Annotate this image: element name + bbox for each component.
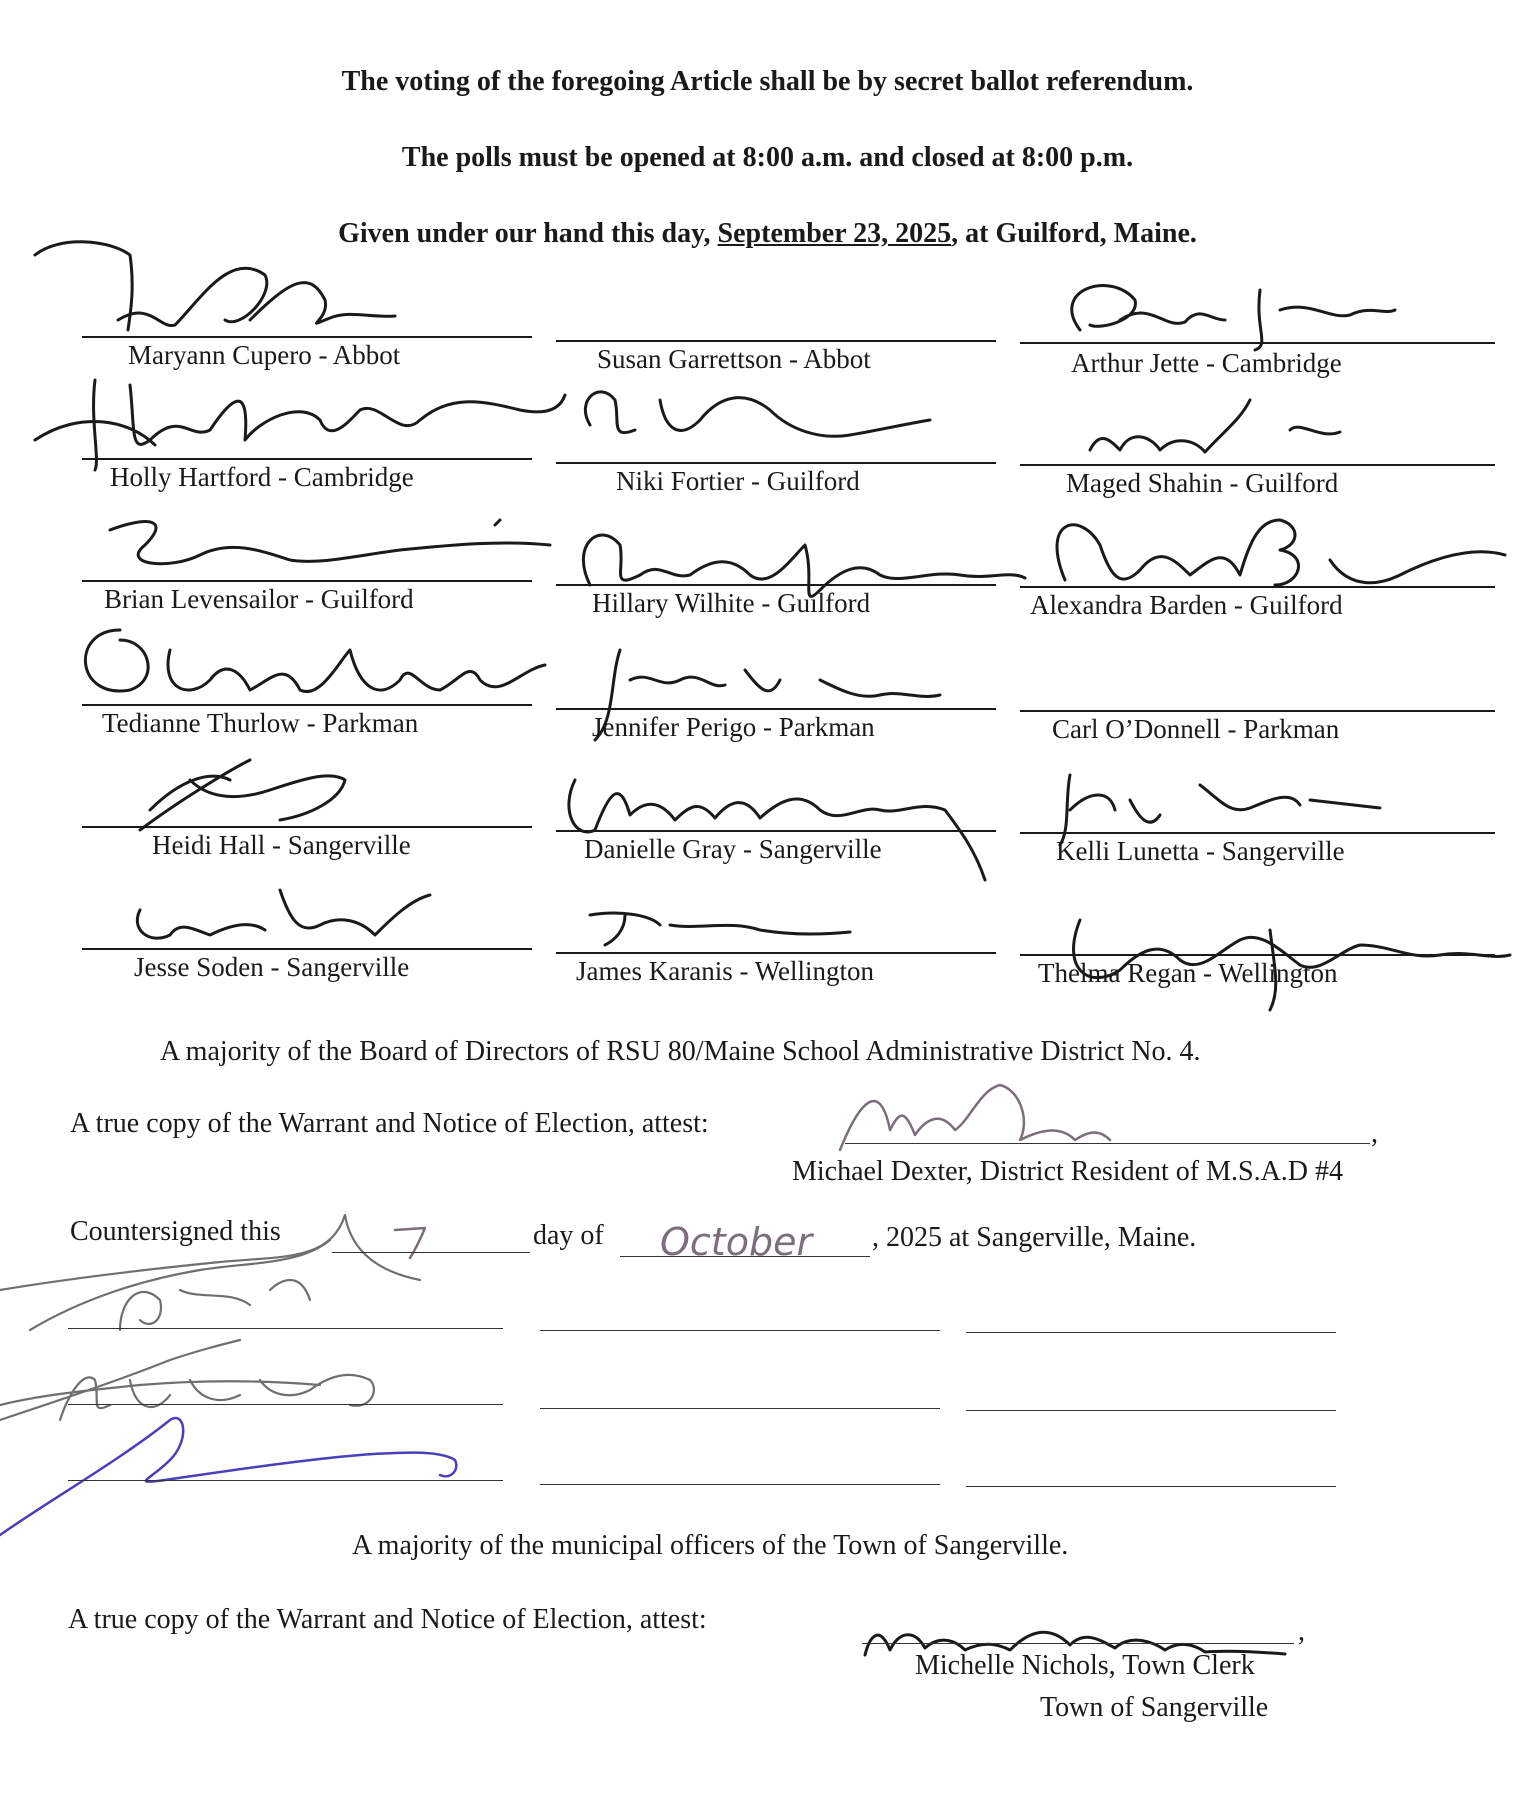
signature-stroke [85,630,545,692]
signature-stroke [35,380,565,470]
signature-stroke [585,392,930,436]
signature-stroke [583,535,1025,596]
signatory-label: Maged Shahin - Guilford [1066,468,1339,498]
signatory-label: Hillary Wilhite - Guilford [592,588,871,618]
given-prefix: Given under our hand this day, [338,218,718,249]
countersign-line [540,1484,940,1485]
signatory-label: Arthur Jette - Cambridge [1071,348,1342,378]
countersign-line [68,1404,503,1405]
signatory-label: Carl O’Donnell - Parkman [1052,714,1340,744]
signature-stroke [395,1228,425,1258]
signature-stroke [840,1085,1110,1150]
countersign-day-line [332,1252,530,1253]
signatory-label: Jesse Soden - Sangerville [134,952,410,982]
attest-comma-2: , [1298,1616,1305,1647]
attest-signature-line [845,1143,1370,1144]
signatory-label: Niki Fortier - Guilford [616,466,860,496]
countersign-suffix: , 2025 at Sangerville, Maine. [872,1222,1197,1253]
signatory-label: Heidi Hall - Sangerville [152,830,411,860]
header-line-polls: The polls must be opened at 8:00 a.m. and closed at 8:00 p.m. [401,142,1134,173]
attest-label: A true copy of the Warrant and Notice of Election, attest: [70,1108,709,1139]
given-suffix: , at Guilford, Maine. [951,218,1197,249]
attest-label-2: A true copy of the Warrant and Notice of Election, attest: [68,1604,707,1635]
countersign-month-handwriting: October [660,1220,813,1264]
signature-stroke [1074,920,1510,1010]
countersign-line [540,1408,940,1409]
signature-stroke [1060,775,1380,845]
signature-stroke [140,760,345,830]
countersign-mid: day of [533,1220,604,1251]
signature-stroke [595,650,940,740]
signatory-label: Alexandra Barden - Guilford [1030,590,1343,620]
attest-signature-line-2 [862,1643,1294,1644]
signature-stroke [0,1340,240,1420]
signature-stroke [590,913,850,945]
signature-stroke [1090,400,1340,452]
signatory-label: Holly Hartford - Cambridge [110,462,414,492]
header-line-ballot: The voting of the foregoing Article shall be by secret ballot referendum. [341,66,1194,97]
signatory-label: Susan Garrettson - Abbot [597,344,871,374]
signature-stroke [30,1240,330,1330]
countersign-line [966,1486,1336,1487]
countersign-month-line [620,1256,870,1257]
town-clerk-name: Michelle Nichols, Town Clerk [915,1650,1255,1681]
board-majority-text: A majority of the Board of Directors of RSU 80/Maine School Administrative District No. 4. [160,1036,1201,1067]
municipal-majority-text: A majority of the municipal officers of the Town of Sangerville. [352,1530,1069,1561]
signature-stroke [137,890,430,938]
attest-signer-name: Michael Dexter, District Resident of M.S.A.D #4 [792,1156,1344,1187]
signature-stroke [1057,520,1505,585]
attest-comma: , [1371,1118,1378,1149]
signatory-label: Jennifer Perigo - Parkman [592,712,875,742]
signatory-label: Thelma Regan - Wellington [1038,958,1338,988]
signatory-label: Tedianne Thurlow - Parkman [102,708,419,738]
signature-stroke [569,780,985,880]
town-name: Town of Sangerville [1040,1692,1269,1723]
countersign-line [540,1330,940,1331]
signature-stroke [120,1280,310,1330]
signature-stroke [0,1381,320,1405]
signature-stroke [0,1418,456,1535]
countersign-line [966,1410,1336,1411]
countersign-line [68,1480,503,1481]
signature-stroke [110,520,550,564]
countersign-prefix: Countersigned this [70,1216,281,1247]
countersign-line [966,1332,1336,1333]
signatory-label: Maryann Cupero - Abbot [128,340,401,370]
signatory-label: Kelli Lunetta - Sangerville [1056,836,1345,866]
given-date: September 23, 2025 [717,218,952,249]
signature-stroke [1072,286,1395,350]
signatory-label: Danielle Gray - Sangerville [584,834,882,864]
signatory-label: James Karanis - Wellington [576,956,875,986]
signature-stroke [35,242,395,330]
signatory-label: Brian Levensailor - Guilford [104,584,414,614]
countersign-line [68,1328,503,1329]
